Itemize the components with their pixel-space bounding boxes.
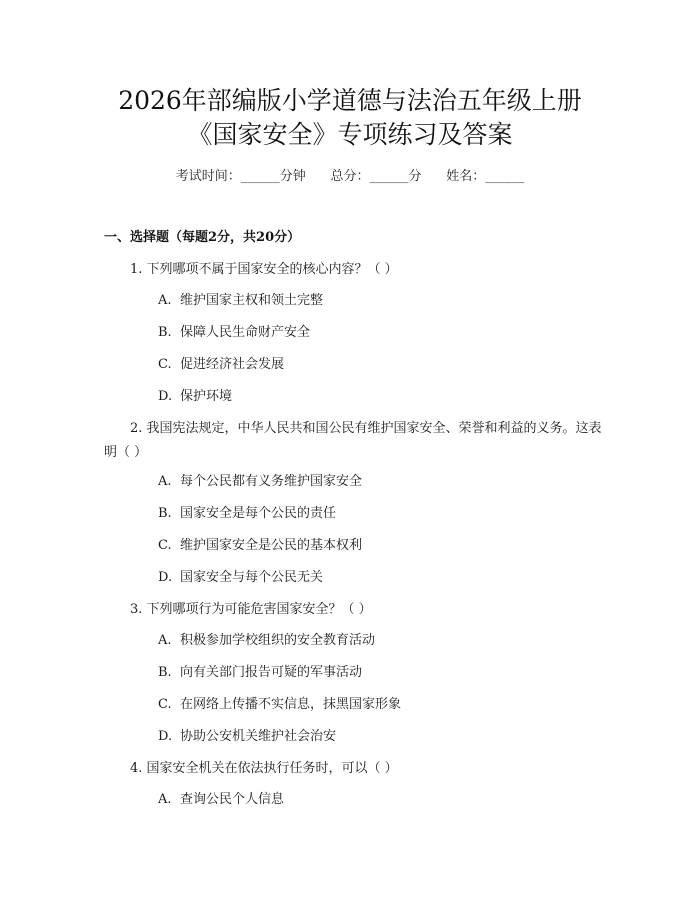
question-stem: 3. 下列哪项行为可能危害国家安全？（ ）: [130, 602, 372, 617]
option-item: [158, 696, 401, 714]
option-letter: A.: [158, 792, 172, 807]
option-letter: C.: [158, 538, 172, 553]
option-text: 国家安全与每个公民无关: [180, 570, 324, 585]
option-item: [158, 791, 284, 809]
option-text: 维护国家主权和领土完整: [180, 293, 324, 308]
option-text: 查询公民个人信息: [180, 792, 285, 807]
option-text: 维护国家安全是公民的基本权利: [180, 538, 363, 553]
page-title-line1: 2026年部编版小学道德与法治五年级上册: [118, 86, 582, 115]
option-text: 保障人民生命财产安全: [180, 325, 311, 340]
option-item: [158, 292, 323, 310]
question-stem: 1. 下列哪项不属于国家安全的核心内容？（ ）: [130, 262, 398, 277]
option-letter: D.: [158, 729, 173, 744]
option-letter: A.: [158, 633, 172, 648]
option-text: 协助公安机关维护社会治安: [180, 729, 337, 744]
option-text: 每个公民都有义务维护国家安全: [180, 474, 363, 489]
option-item: [158, 388, 232, 406]
page-title-line2: 《国家安全》专项练习及答案: [187, 120, 513, 149]
exam-info-line: 考试时间：______分钟 总分：______分 姓名：______: [175, 169, 525, 184]
option-text: 保护环境: [180, 389, 233, 404]
option-item: [158, 728, 336, 746]
option-item: [158, 632, 375, 650]
option-item: [158, 324, 310, 342]
option-item: [158, 505, 336, 523]
option-text: 积极参加学校组织的安全教育活动: [180, 633, 376, 648]
option-text: 在网络上传播不实信息，抹黑国家形象: [180, 697, 402, 712]
option-letter: B.: [158, 665, 172, 680]
option-text: 向有关部门报告可疑的军事活动: [180, 665, 363, 680]
option-text: 促进经济社会发展: [180, 357, 285, 372]
option-item: [158, 356, 284, 374]
option-item: [158, 473, 362, 491]
option-item: [158, 664, 362, 682]
option-item: [158, 537, 362, 555]
option-item: [158, 569, 323, 587]
section-heading: 一、选择题（每题2分，共20分）: [104, 230, 301, 245]
question-stem: 4. 国家安全机关在依法执行任务时，可以（ ）: [130, 761, 398, 776]
option-letter: A.: [158, 293, 172, 308]
option-letter: B.: [158, 325, 172, 340]
option-letter: D.: [158, 389, 173, 404]
option-letter: C.: [158, 697, 172, 712]
option-text: 国家安全是每个公民的责任: [180, 506, 337, 521]
option-letter: D.: [158, 570, 173, 585]
option-letter: A.: [158, 474, 172, 489]
option-letter: C.: [158, 357, 172, 372]
option-letter: B.: [158, 506, 172, 521]
question-stem: 2. 我国宪法规定，中华人民共和国公民有维护国家安全、荣誉和利益的义务。这表明（ ）: [104, 421, 602, 460]
